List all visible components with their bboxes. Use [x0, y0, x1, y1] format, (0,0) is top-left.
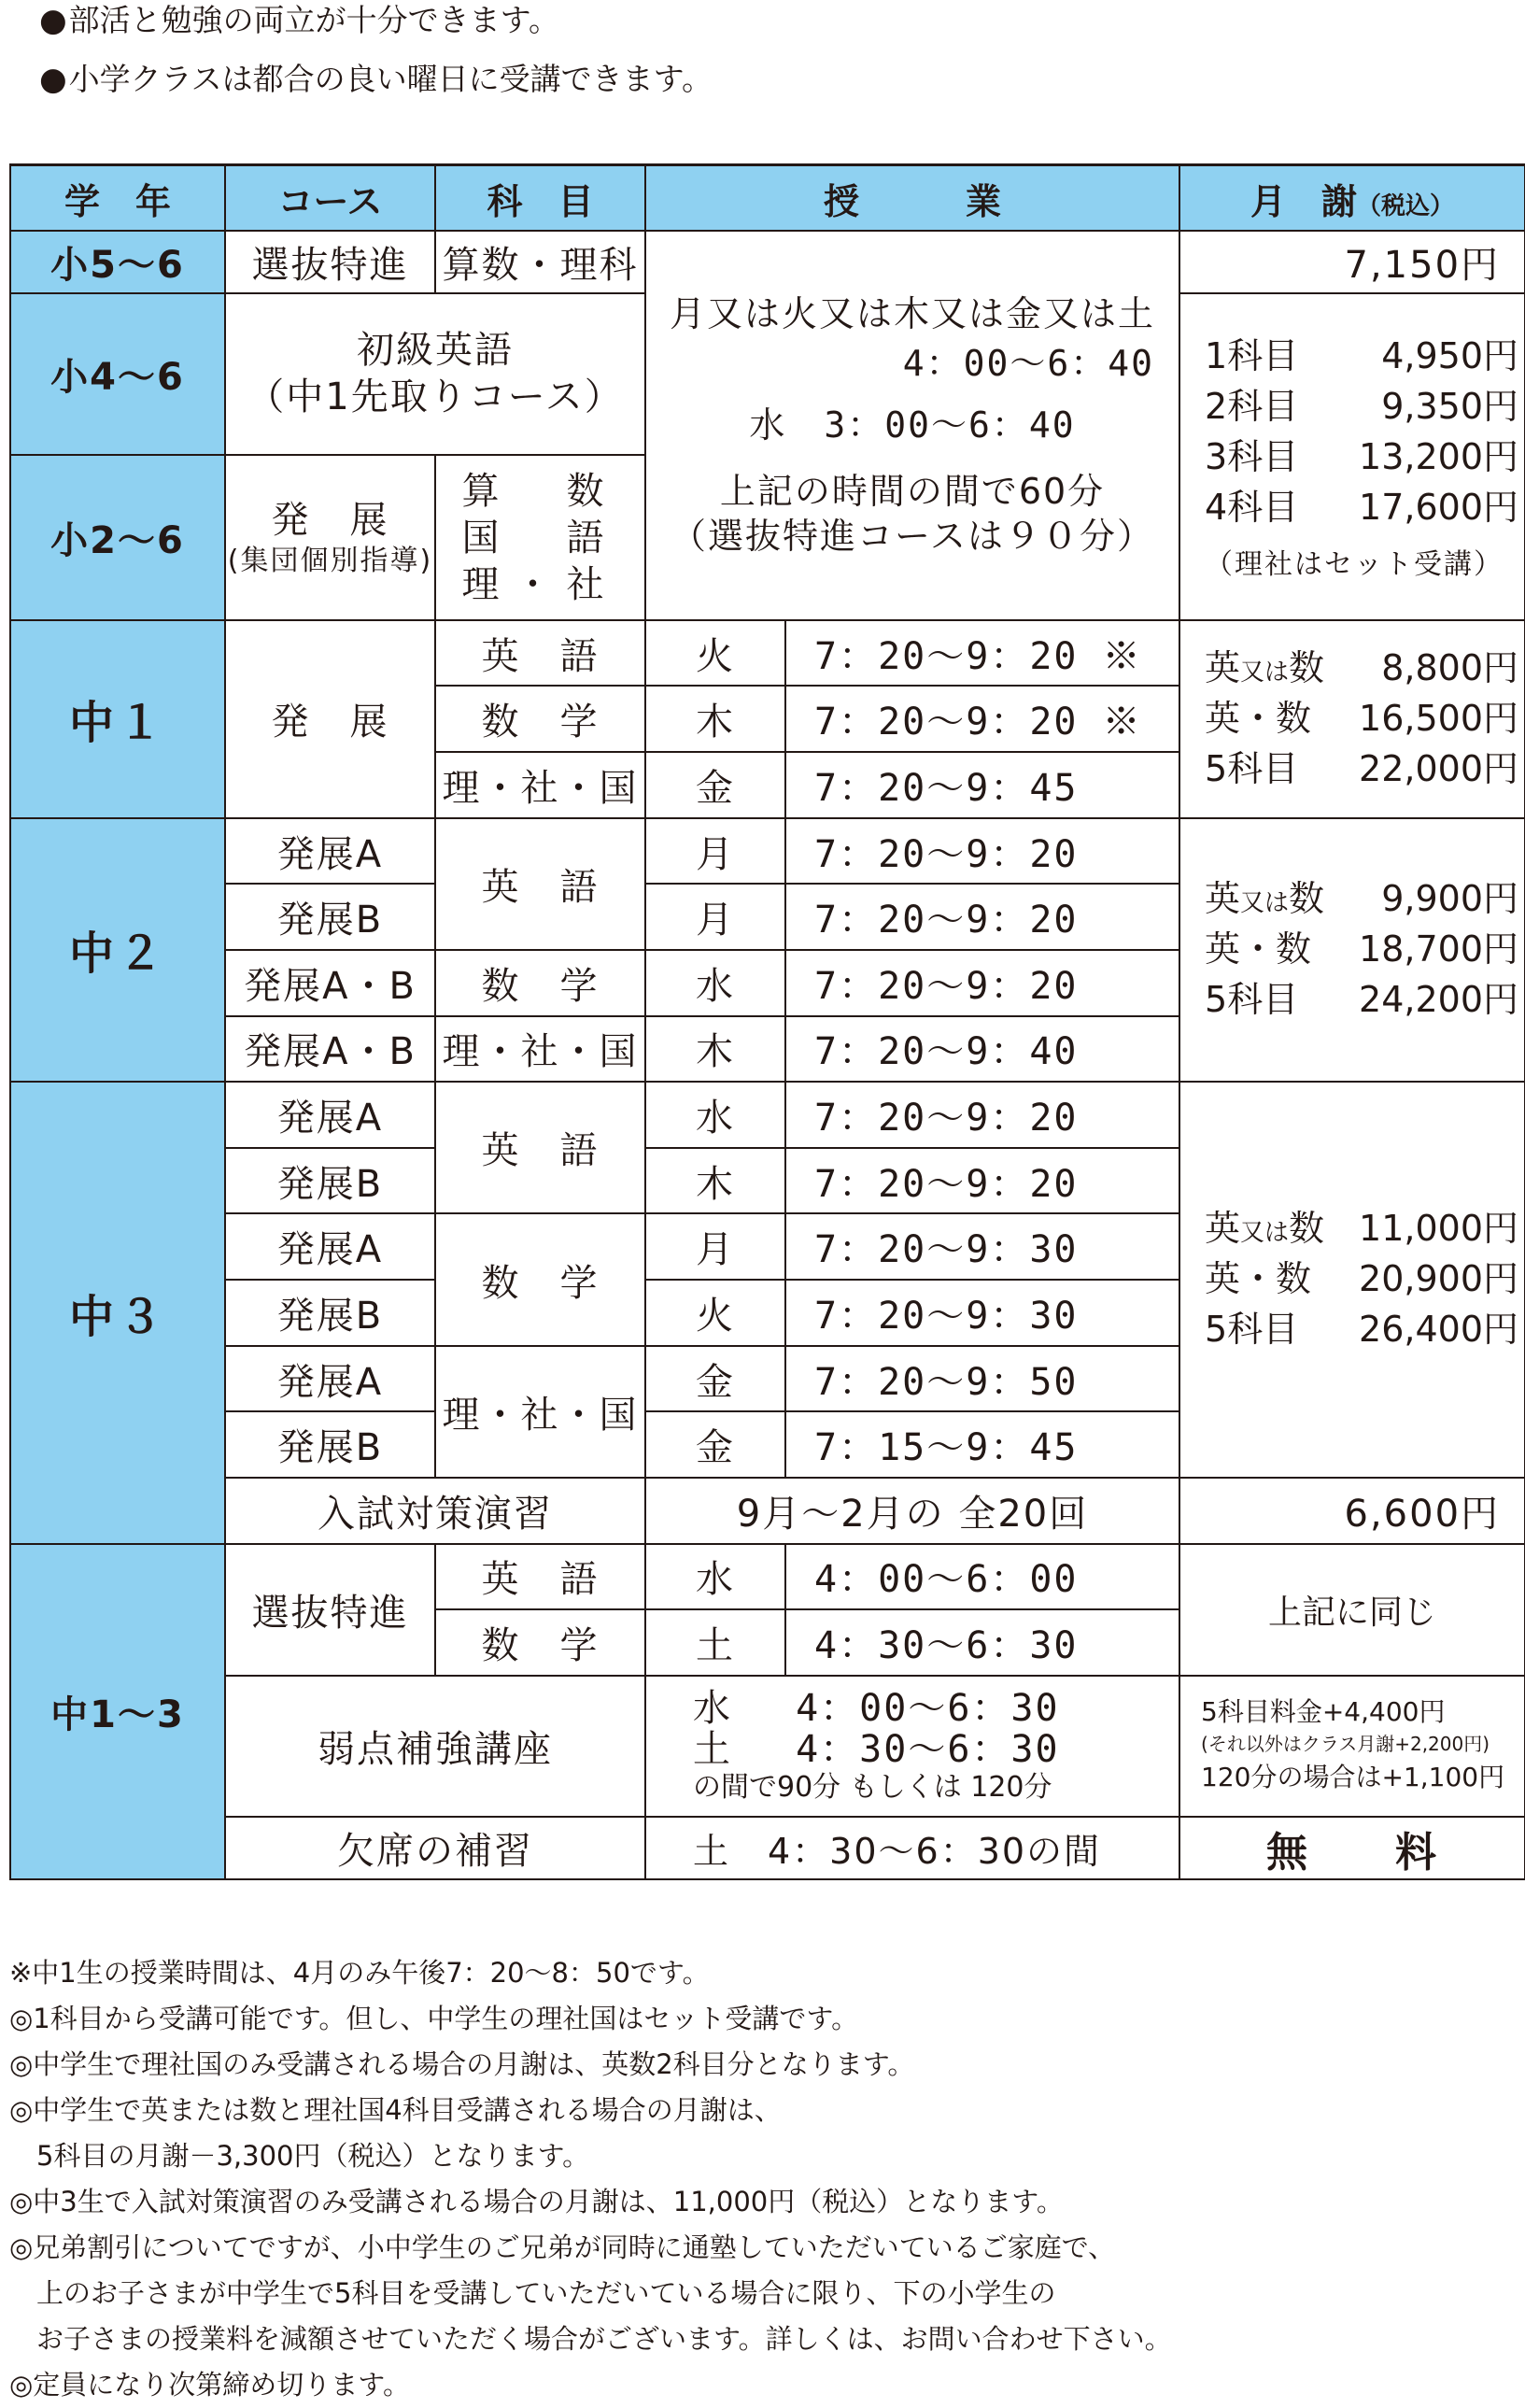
table-row [10, 1544, 1525, 1610]
course-cell: 発展A・B [225, 1016, 435, 1083]
subject-cell: 算 数 国 語 理・社 [435, 455, 645, 620]
fee-cell: 7,150円 [1179, 231, 1525, 293]
course-cell: 発 展 [225, 620, 435, 818]
grade-cell: 中３ [10, 1082, 225, 1543]
note-line: ◎1科目から受講可能です。但し、中学生の理社国はセット受講です。 [9, 2003, 859, 2034]
weak-time-1: 水 4：00〜6：30 [693, 1686, 1060, 1730]
weak-time-2: 土 4：30〜6：30 [693, 1727, 1060, 1771]
course-cell: 発展A [225, 1213, 435, 1280]
note-line: 上のお子さまが中学生で5科目を受講していただいている場合に限り、下の小学生の [9, 2277, 1056, 2309]
weak-course-cell: 弱点補強講座 [225, 1676, 645, 1817]
fee-table [9, 163, 1525, 1880]
day-cell: 水 [645, 1082, 785, 1148]
fee-line: 1科目 4,950円 [1205, 334, 1519, 376]
fee-cell: 上記に同じ [1179, 1544, 1525, 1676]
absent-fee-cell: 無 料 [1179, 1817, 1525, 1879]
absent-course-cell: 欠席の補習 [225, 1817, 645, 1879]
time-cell: 7：20〜9：30 [785, 1280, 1179, 1346]
grade-cell: 小4〜6 [10, 293, 225, 456]
subject-cell: 理・社・国 [435, 752, 645, 818]
note-line: 5科目の月謝－3,300円（税込）となります。 [9, 2140, 590, 2172]
weak-fee-1: 5科目料金+4,400円 [1201, 1696, 1446, 1728]
note-line: ◎中学生で理社国のみ受講される場合の月謝は、英数2科目分となります。 [9, 2048, 915, 2080]
note-line: お子さまの授業料を減額させていただく場合がございます。詳しくは、お問い合わせ下さい。 [9, 2323, 1172, 2355]
weak-time-cell [645, 1676, 1179, 1817]
chu1-fee-cell: 英又は数 8,800円 英・数 16,500円 5科目 22,000円 [1179, 620, 1525, 818]
subject-cell: 理・社・国 [435, 1016, 645, 1083]
subject-cell: 数 学 [435, 1609, 645, 1676]
fee-line: 3科目 13,200円 [1205, 435, 1519, 477]
schedule-note-2: （選抜特進コースは９０分） [670, 515, 1155, 557]
grade-cell: 中１ [10, 620, 225, 818]
time-cell: 7：20〜9：20 [785, 884, 1179, 950]
course-cell: 発展A・B [225, 950, 435, 1016]
intro-line-2 [39, 61, 713, 98]
time-cell: 4：00〜6：00 [785, 1544, 1179, 1610]
intro-text: 部活と勉強の両立が十分できます。 [68, 2, 560, 38]
grade-cell: 中２ [10, 818, 225, 1083]
table-row [10, 818, 1525, 885]
header-subject: 科 目 [435, 165, 645, 232]
day-cell: 金 [645, 752, 785, 818]
header-fee-note: （税込） [1357, 191, 1455, 220]
grade-cell: 中1〜3 [10, 1544, 225, 1879]
header-class: 授 業 [645, 165, 1179, 232]
table-row [10, 231, 1525, 293]
course-cell: 発展A [225, 818, 435, 885]
time-cell: 7：20〜9：40 [785, 1016, 1179, 1083]
elem-fee-cell [1179, 293, 1525, 620]
exam-time-cell: 9月〜2月の 全20回 [645, 1478, 1179, 1544]
bullet-icon: ● [39, 2, 67, 39]
subject-cell: 算数・理科 [435, 231, 645, 293]
table-row [10, 620, 1525, 687]
day-cell: 木 [645, 1016, 785, 1083]
note-line: ◎中3生で入試対策演習のみ受講される場合の月謝は、11,000円（税込）となります。 [9, 2186, 1064, 2217]
header-course: コース [225, 165, 435, 232]
day-cell: 木 [645, 686, 785, 752]
day-cell: 水 [645, 1544, 785, 1610]
time-cell: 4：30〜6：30 [785, 1609, 1179, 1676]
course-cell [225, 455, 435, 620]
header-grade: 学 年 [10, 165, 225, 232]
day-cell: 土 [645, 1609, 785, 1676]
schedule-days: 月又は火又は木又は金又は土 [670, 292, 1156, 334]
schedule-time-1: 4：00〜6：40 [902, 343, 1155, 385]
header-fee-label: 月 謝 [1250, 180, 1358, 222]
intro-line-1 [39, 2, 560, 39]
table-row [10, 1676, 1525, 1817]
day-cell: 月 [645, 1213, 785, 1280]
course-cell: 選抜特進 [225, 231, 435, 293]
time-cell: 7：20〜9：20 [785, 950, 1179, 1016]
fee-line: 4科目 17,600円 [1205, 486, 1519, 528]
note-line: ◎中学生で英または数と理社国4科目受講される場合の月謝は、 [9, 2094, 782, 2126]
schedule-time-2: 水 3：00〜6：40 [749, 404, 1076, 446]
course-cell: 発展B [225, 1148, 435, 1214]
course-cell: 発展B [225, 1280, 435, 1346]
weak-fee-cell [1179, 1676, 1525, 1817]
time-cell: 7：20〜9：50 [785, 1346, 1179, 1412]
time-cell: 7：20〜9：20 ※ [785, 686, 1179, 752]
day-cell: 金 [645, 1411, 785, 1478]
table-row [10, 1817, 1525, 1879]
absent-time-cell: 土 4：30〜6：30の間 [645, 1817, 1179, 1879]
fee-note: （理社はセット受講） [1205, 547, 1504, 581]
course-cell: 選抜特進 [225, 1544, 435, 1676]
time-cell: 7：20〜9：45 [785, 752, 1179, 818]
note-line: ※中1生の授業時間は、4月のみ午後7：20〜8：50です。 [9, 1957, 710, 1989]
day-cell: 火 [645, 1280, 785, 1346]
subject-cell: 英 語 [435, 1082, 645, 1213]
note-line: ◎定員になり次第締め切ります。 [9, 2369, 410, 2401]
time-cell: 7：20〜9：20 ※ [785, 620, 1179, 687]
time-cell: 7：20〜9：20 [785, 1082, 1179, 1148]
course-sub: （中1先取りコース） [247, 375, 624, 419]
course-name: 発 展 [271, 498, 389, 542]
time-cell: 7：15〜9：45 [785, 1411, 1179, 1478]
elem-schedule-cell [645, 231, 1179, 620]
course-cell [225, 293, 645, 456]
schedule-note-1: 上記の時間の間で60分 [719, 471, 1106, 513]
chu3-fee-cell: 英又は数 11,000円 英・数 20,900円 5科目 26,400円 [1179, 1082, 1525, 1478]
table-row [10, 1478, 1525, 1544]
day-cell: 火 [645, 620, 785, 687]
intro-text: 小学クラスは都合の良い曜日に受講できます。 [68, 61, 713, 97]
day-cell: 月 [645, 884, 785, 950]
exam-course-cell: 入試対策演習 [225, 1478, 645, 1544]
notes [9, 1950, 1172, 2408]
day-cell: 月 [645, 818, 785, 885]
bullet-icon: ● [39, 61, 67, 98]
note-line: ◎兄弟割引についてですが、小中学生のご兄弟が同時に通塾していただいているご家庭で、 [9, 2231, 1116, 2263]
subject-cell: 数 学 [435, 686, 645, 752]
grade-cell: 小5〜6 [10, 231, 225, 293]
exam-fee-cell: 6,600円 [1179, 1478, 1525, 1544]
subject-cell: 英 語 [435, 1544, 645, 1610]
weak-time-3: の間で90分 もしくは 120分 [693, 1770, 1052, 1804]
day-cell: 金 [645, 1346, 785, 1412]
course-cell: 発展A [225, 1346, 435, 1412]
fee-line: 2科目 9,350円 [1205, 385, 1519, 427]
course-name: 初級英語 [357, 329, 514, 373]
weak-fee-2: (それ以外はクラス月謝+2,200円) [1201, 1732, 1490, 1755]
course-sub: (集団個別指導) [227, 544, 433, 577]
time-cell: 7：20〜9：20 [785, 1148, 1179, 1214]
table-row [10, 1082, 1525, 1148]
course-cell: 発展B [225, 1411, 435, 1478]
course-cell: 発展B [225, 884, 435, 950]
day-cell: 水 [645, 950, 785, 1016]
subject-cell: 数 学 [435, 1213, 645, 1345]
grade-cell: 小2〜6 [10, 455, 225, 620]
chu2-fee-cell: 英又は数 9,900円 英・数 18,700円 5科目 24,200円 [1179, 818, 1525, 1083]
subject-cell: 英 語 [435, 620, 645, 687]
subject-cell: 理・社・国 [435, 1346, 645, 1478]
time-cell: 7：20〜9：30 [785, 1213, 1179, 1280]
subject-cell: 英 語 [435, 818, 645, 950]
day-cell: 木 [645, 1148, 785, 1214]
subject-cell: 数 学 [435, 950, 645, 1016]
table-header [10, 165, 1525, 232]
time-cell: 7：20〜9：20 [785, 818, 1179, 885]
header-fee [1179, 165, 1525, 232]
weak-fee-3: 120分の場合は+1,100円 [1201, 1761, 1505, 1792]
course-cell: 発展A [225, 1082, 435, 1148]
